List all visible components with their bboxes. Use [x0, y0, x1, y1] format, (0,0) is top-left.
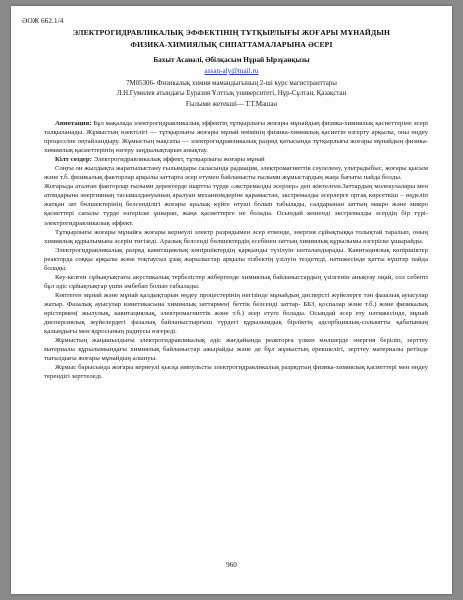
page-number: 960: [226, 561, 237, 569]
keywords-paragraph: [44, 155, 428, 164]
body-paragraph: Электрогидравликалық разряд кавитациялық көпіршіктердің қарқынды түзілуін ынталандырады. Кавитациялық көпіршіктер реакторда соққы арқылы және тоқтаусыз ұзақ жарылыстар арқылы тізбектің үзілуін тездетеді, нәтижесінде қатты күштер пайда болады.: [44, 246, 428, 272]
keywords-label: Кілт сөздер:: [55, 156, 92, 164]
keywords-text: Электрогидравликалық эффект, тұтқырлығы жоғары мұнай: [93, 156, 265, 164]
author-email-link[interactable]: assan-aly@mail.ru: [204, 67, 259, 75]
body-paragraph: Жұмыс барысында жоғары кернеулі қысқа импульсты электрогидравликалық разрядтың физика-химиялық қасиеттері мен өңдеу терендігі зерттеледі.: [44, 364, 428, 381]
body-paragraph: Соңғы он жылдықта жаратылыстану ғылымдары саласында радиация, электромагниттік сәулелену, ультрадыбыс, жоғары қысым және т.б. физикалық факторлар арқылы заттарға әсер етумен байланысты ғылыми жұмыстардың жаңа бағыты пайда болды.: [44, 165, 428, 182]
body-paragraph: Көптеген мұнай және мұнай қалдықтарын өңдеу процестерінің негізінде мұнайдың дисперсті жүйелерге тән фазалық ауысулар жатыр. Фазалық ауысулар кинетикасына химиялық заттармен( беттік белсенді заттар- ББЗ, қоспалар және т.б.) және физикалық өрістермен( жылулық, кавитациялық, электромагниттік және т.б.) әсер етуге болады. Осындай әсер ету нәтижесінде, мұнай дисперсиялық жүйелердегі фазалық байланыстырғыш түрдегі құрылымдық бірліктің адсорбциялық-сольватты қабатының қалыңдығы мен ядросының радиусы өзгереді.: [44, 291, 428, 336]
paper-body: [44, 119, 428, 381]
affiliation-block: [11, 79, 452, 110]
affiliation-line: Ғылыми жетекші— Т.Т.Машан: [185, 100, 278, 108]
title-line-1: ЭЛЕКТРОГИДРАВЛИКАЛЫҚ ЭФФЕКТІНІҢ ТҰТҚЫРЛЫҒЫ ЖОҒАРЫ МҰНАЙДЫН: [72, 28, 391, 37]
paper-page: [11, 6, 452, 594]
body-paragraph: Кеу-келген сұйықтықтағы акустикалық тербелістер жібергенде химиялық байланыстардың үзілгенін анықтау оңай, сол себепті бұл әдіс сұйықтықтар үшін әмбебап болып табылады.: [44, 273, 428, 290]
annotation-paragraph: [44, 119, 428, 155]
authors: Бахыт Асанәлі, Әбілқасым Нұрай Ырзұанқызы: [153, 56, 310, 64]
body-paragraph: Тұтқырлығы жоғары мұнайға жоғары кернеулі электр разрядымен әсер еткенде, энергия сұйықтыққа толықтай таралып, оның химиялық құрылымына әсерін тигізеді. Аралық белсенді бөлшектердің есебінен заттың химиялық құрылымы өзгеріске ұшырайды.: [44, 228, 428, 245]
annotation-label: Аннотация:: [55, 120, 92, 127]
paper-title: [41, 27, 422, 51]
affiliation-line: 7М05306- Физикалық химия мамандығының 2-ші курс магистранттары: [126, 80, 337, 87]
title-line-2: ФИЗИКА-ХИМИЯЛЫҚ СИПАТТАМАЛАРЫНА ӘСЕРІ: [130, 40, 333, 49]
affiliation-line: Л.Н.Гумилев атындағы Еуразия Ұлттық университеті, Нұр-Сұлтан, Қазақстан: [116, 90, 347, 98]
annotation-text: Бұл мақалада электрогидравликалық эффектің тұтқырлығы жоғары мұнайдың физика-химиялық қасиеттеріне әсері талқыланады. Жұмыстың өзектілігі — тұтқырлығы жоғары мұнай өнімінің физика-химиялық қасиетін өзгерту арқылы, оны өңдеу процессіне оңтайландыру. Жұмыстың мақсаты — электрогидравликалық разряд қатысында тұтқырлығы жоғары мұнайдың физика-химиялық қасиеттерінің өзгеру заңдылықтарын анықтау.: [44, 120, 428, 155]
body-paragraph: Жоғарыда аталған факторлар ғылыми деректерде шартты түрде «экстремалды әсерлер» деп жіктелген.Заттардың молекулалары мен атомдарына энергияның тасымалдануының аралуан механизмдеріне қарамастан, экстремалды әсерлерге ортақ көрсеткіш – өңделіп жатқан зат бөлшектерінің белсенділігі жоғары аралық күйге өтуші болып табылады, салдарынан заттың макро және микро қасиеттері сапалы түрде өзгеріске ұшырап, жаңа қасиеттерге не болады. Осындай кешенді экстремалды әсердің бір түрі- электрогидравликалық эффект.: [44, 183, 428, 227]
body-paragraph: Жұмыстың жаңашылдығы электрогидравликалық әдіс жағдайында реакторға үлкен мөлшерде энергия беріліп, зерттеу материалы құрылымындағы химиялық байланыстар ажырайды және де бұл жұмыстың ерекшелігі, зерттеу материалы ретінде тығыздығы жоғары мұнайдың алынуы.: [44, 337, 428, 363]
udc-code: ӘОЖ 662.1/4: [22, 16, 64, 25]
